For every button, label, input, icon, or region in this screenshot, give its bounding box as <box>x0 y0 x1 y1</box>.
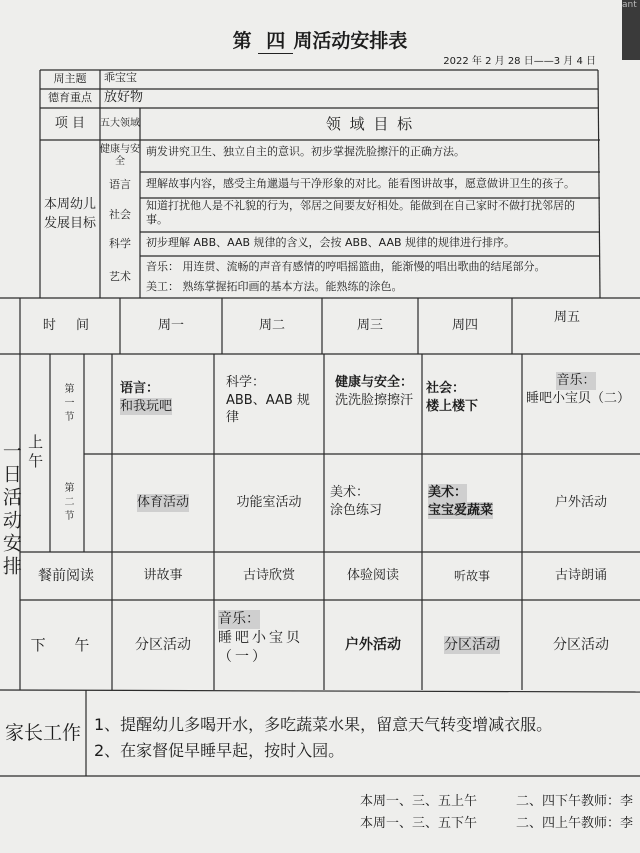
second-wed <box>330 484 420 544</box>
afternoon-tue-title: 睡吧小宝贝（一） <box>218 629 303 665</box>
day-activity-label: 一日活动安排 <box>0 441 22 579</box>
day-fri: 周五 <box>553 310 580 326</box>
moral-value: 放好物 <box>104 90 144 105</box>
first-mon <box>120 380 212 450</box>
afternoon-label: 下 午 <box>30 635 102 654</box>
second-thu <box>428 484 520 544</box>
domain-health: 健康与安全 <box>100 144 140 167</box>
reading-wed: 体验阅读 <box>346 568 399 584</box>
target-header: 领 域 目 标 <box>325 114 415 133</box>
second-tue <box>214 454 324 552</box>
date-range: 2022 年 2 月 28 日——3 月 4 日 <box>443 56 596 67</box>
goal-art-craft: 美工： 熟练掌握拓印画的基本方法。能熟练的涂色。 <box>146 280 403 293</box>
domain-social: 社会 <box>109 207 131 221</box>
reading-label: 餐前阅读 <box>38 567 94 584</box>
first-wed <box>328 374 420 452</box>
first-period-label: 第一节 <box>62 383 73 425</box>
afternoon-thu-title: 分区活动 <box>444 636 500 653</box>
afternoon-tue <box>218 610 320 688</box>
footer-line-1b: 二、四下午教师：李 <box>516 794 634 809</box>
second-wed-title: 涂色练习 <box>330 502 383 518</box>
first-thu-title: 楼上楼下 <box>426 398 479 414</box>
footer-line-1a: 本周一、三、五上午 <box>360 794 478 809</box>
goal-science: 初步理解 ABB、AAB 规律的含义，会按 ABB、AAB 规律的规律进行排序。 <box>146 236 516 249</box>
domain-language: 语言 <box>109 177 131 191</box>
domain-header: 五大领域 <box>100 118 140 129</box>
day-mon: 周一 <box>157 318 184 334</box>
first-wed-title: 洗洗脸擦擦汗 <box>334 392 413 408</box>
second-tue-title: 功能室活动 <box>236 495 302 511</box>
first-tue <box>226 374 318 452</box>
reading-tue: 古诗欣赏 <box>242 568 295 584</box>
second-thu-subject: 美术： <box>428 485 468 500</box>
parents-item-1: 1、提醒幼儿多喝开水，多吃蔬菜水果，留意天气转变增减衣服。 <box>94 715 553 734</box>
day-tue: 周二 <box>258 318 285 334</box>
theme-label: 周主题 <box>53 72 87 86</box>
first-tue-subject: 科学： <box>226 375 266 390</box>
desk-edge-label: ant <box>622 0 637 10</box>
first-thu-subject: 社会： <box>426 381 466 396</box>
first-fri <box>526 372 631 452</box>
afternoon-mon: 分区活动 <box>135 636 191 653</box>
footer-line-2b: 二、四上午教师：李 <box>516 816 634 831</box>
goal-language: 理解故事内容，感受主角邋遢与干净形象的对比。能看图讲故事，愿意做讲卫生的孩子。 <box>146 177 575 190</box>
domain-art: 艺术 <box>109 269 131 283</box>
afternoon-wed: 户外活动 <box>345 636 401 653</box>
theme-value: 乖宝宝 <box>104 71 137 84</box>
first-wed-subject: 健康与安全： <box>334 375 413 390</box>
goals-row-label: 本周幼儿发展目标 <box>44 197 97 231</box>
reading-thu: 听故事 <box>453 568 490 583</box>
title-week-number: 四 <box>258 26 293 54</box>
footer-line-2a: 本周一、三、五下午 <box>360 816 478 831</box>
title-suffix: 周活动安排表 <box>293 30 408 52</box>
afternoon-thu <box>422 600 522 690</box>
first-thu <box>426 380 518 450</box>
afternoon-tue-subject: 音乐： <box>218 611 260 627</box>
afternoon-fri: 分区活动 <box>553 636 609 653</box>
reading-mon: 讲故事 <box>143 568 183 584</box>
second-fri <box>522 454 640 552</box>
day-wed: 周三 <box>356 318 383 334</box>
first-mon-title: 和我玩吧 <box>120 398 173 414</box>
first-fri-title: 睡吧小宝贝（二） <box>526 390 631 406</box>
goal-art-music: 音乐： 用连贯、流畅的声音有感情的哼唱摇篮曲，能渐慢的唱出歌曲的结尾部分。 <box>146 260 546 273</box>
first-fri-subject: 音乐： <box>556 373 596 388</box>
goal-social: 知道打扰他人是不礼貌的行为，邻居之间要友好相处。能做到在自己家时不做打扰邻居的事。 <box>146 199 575 227</box>
title-prefix: 第 <box>232 30 252 52</box>
parents-list <box>94 712 634 772</box>
second-period-label: 第二节 <box>62 482 73 524</box>
time-header: 时 间 <box>42 318 98 334</box>
second-mon <box>112 454 214 552</box>
domain-science: 科学 <box>109 236 131 250</box>
second-thu-title: 宝宝爱蔬菜 <box>428 502 494 518</box>
parents-label: 家长工作 <box>4 722 81 745</box>
second-mon-title: 体育活动 <box>136 495 189 511</box>
second-wed-subject: 美术： <box>330 485 370 500</box>
moral-label: 德育重点 <box>48 91 92 105</box>
morning-label: 上午 <box>26 434 45 472</box>
goal-health: 萌发讲究卫生、独立自主的意识。初步掌握洗脸擦汗的正确方法。 <box>146 145 465 158</box>
reading-fri: 古诗朗诵 <box>554 568 607 584</box>
item-header: 项 目 <box>54 116 86 132</box>
first-tue-title: ABB、AAB 规律 <box>226 392 310 426</box>
day-thu: 周四 <box>451 318 478 334</box>
parents-item-2: 2、在家督促早睡早起，按时入园。 <box>94 740 345 760</box>
first-mon-subject: 语言： <box>120 381 160 396</box>
second-fri-title: 户外活动 <box>554 495 607 511</box>
